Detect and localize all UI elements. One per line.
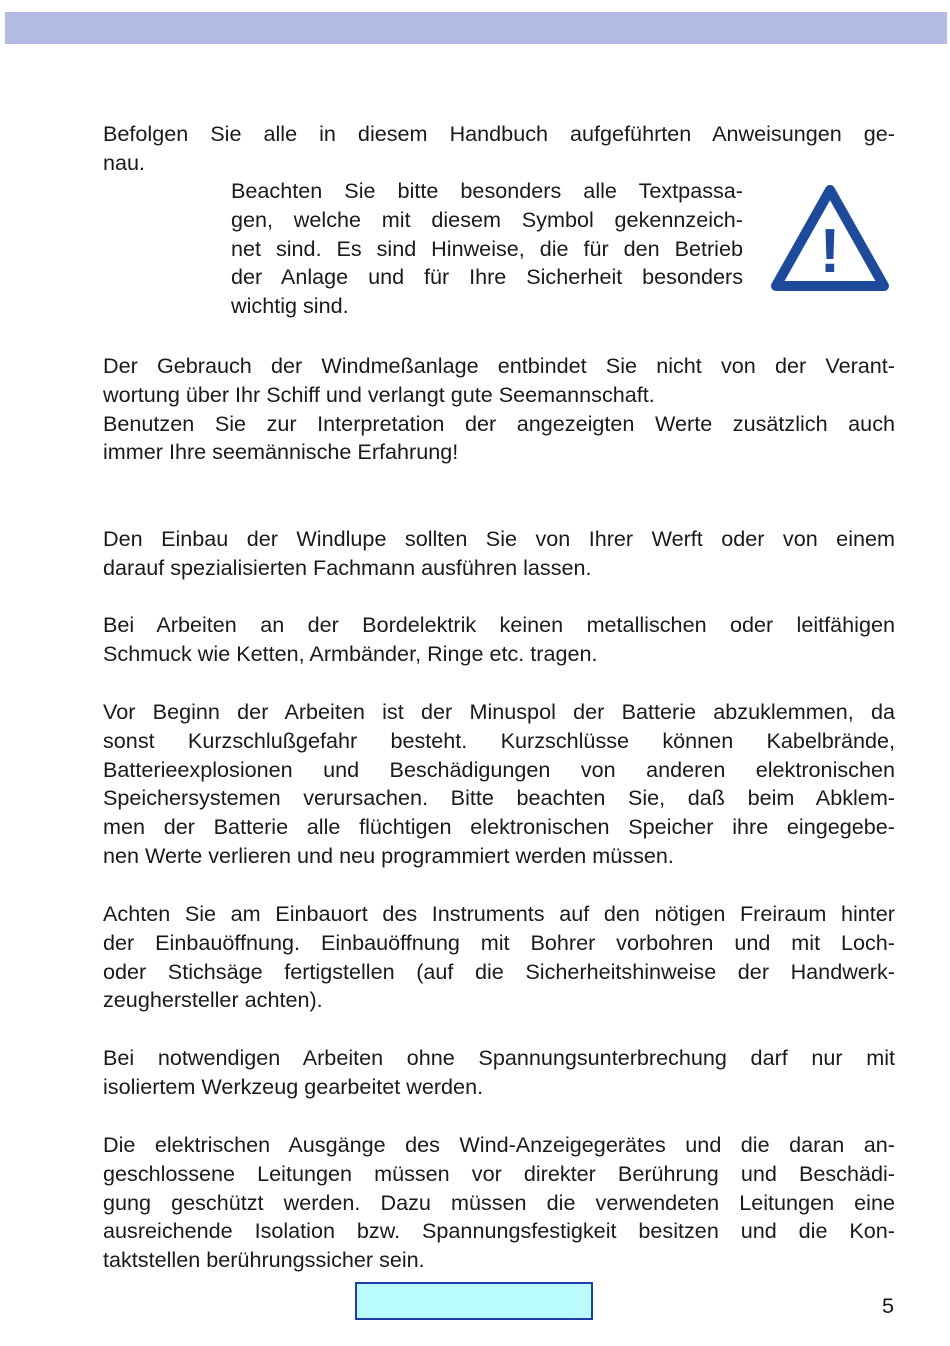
paragraph-installation	[103, 525, 895, 583]
text-line: oder Stichsäge fertigstellen (auf die Sicherheitshinweise der Handwerk-	[103, 958, 895, 984]
intro-paragraph	[103, 120, 895, 178]
text-line: Der Gebrauch der Windmeßanlage entbindet Sie nicht von der Verant-	[103, 353, 895, 378]
warning-triangle-icon	[768, 182, 892, 296]
text-line: Achten Sie am Einbauort des Instruments auf den nötigen Freiraum hinter	[103, 901, 895, 926]
text-line: immer Ihre seemännische Erfahrung!	[103, 439, 459, 465]
text-line: Bei notwendigen Arbeiten ohne Spannungsunterbrechung darf nur mit	[103, 1045, 895, 1070]
text-line: net sind. Es sind Hinweise, die für den Betrieb	[231, 235, 743, 261]
footer-box	[355, 1282, 593, 1320]
text-line: Benutzen Sie zur Interpretation der angezeigten Werte zusätzlich auch	[103, 410, 895, 436]
text-line: der Anlage und für Ihre Sicherheit besonders	[231, 264, 743, 290]
paragraph-mounting	[103, 900, 895, 1015]
paragraph-battery	[103, 698, 895, 871]
text-line: taktstellen berührungssicher sein.	[103, 1247, 425, 1273]
text-line: Den Einbau der Windlupe sollten Sie von Ihrer Werft oder von einem	[103, 526, 895, 551]
text-line: gen, welche mit diesem Symbol gekennzeich-	[231, 206, 743, 232]
text-line: geschlossene Leitungen müssen vor direkter Berührung und Beschädi-	[103, 1160, 895, 1186]
text-line: Vor Beginn der Arbeiten ist der Minuspol der Batterie abzuklemmen, da	[103, 699, 895, 724]
text-line: Speichersystemen verursachen. Bitte beachten Sie, daß beim Abklem-	[103, 785, 895, 811]
text-line: Die elektrischen Ausgänge des Wind-Anzeigegerätes und die daran an-	[103, 1132, 895, 1157]
paragraph-usage	[103, 352, 895, 467]
text-line: ausreichende Isolation bzw. Spannungsfestigkeit besitzen und die Kon-	[103, 1218, 895, 1244]
text-line: Beachten Sie bitte besonders alle Textpassa-	[231, 178, 743, 203]
text-line: sonst Kurzschlußgefahr besteht. Kurzschlüsse können Kabelbrände,	[103, 727, 895, 753]
text-line: zeughersteller achten).	[103, 987, 323, 1013]
text-line: nau.	[103, 149, 146, 175]
text-line: Batterieexplosionen und Beschädigungen von anderen elektronischen	[103, 756, 895, 782]
text-line: Schmuck wie Ketten, Armbänder, Ringe etc. tragen.	[103, 640, 598, 666]
text-line: wortung über Ihr Schiff und verlangt gute Seemannschaft.	[103, 381, 655, 407]
text-line: gung geschützt werden. Dazu müssen die verwendeten Leitungen eine	[103, 1189, 895, 1215]
text-line: isoliertem Werkzeug gearbeitet werden.	[103, 1073, 484, 1099]
paragraph-outputs	[103, 1131, 895, 1275]
warning-callout-text	[231, 177, 743, 321]
text-line: nen Werte verlieren und neu programmiert werden müssen.	[103, 842, 674, 868]
header-bar	[5, 12, 947, 44]
text-line: wichtig sind.	[231, 293, 349, 319]
paragraph-tools	[103, 1044, 895, 1102]
text-line: men der Batterie alle flüchtigen elektronischen Speicher ihre eingegebe-	[103, 814, 895, 840]
text-line: Befolgen Sie alle in diesem Handbuch aufgeführten Anweisungen ge-	[103, 121, 895, 146]
page-number: 5	[881, 1293, 894, 1318]
warning-symbol: !	[819, 217, 841, 286]
text-line: Bei Arbeiten an der Bordelektrik keinen metallischen oder leitfähigen	[103, 612, 895, 637]
text-line: der Einbauöffnung. Einbauöffnung mit Bohrer vorbohren und mit Loch-	[103, 929, 895, 955]
paragraph-jewelry	[103, 611, 895, 669]
text-line: darauf spezialisierten Fachmann ausführen lassen.	[103, 554, 592, 580]
